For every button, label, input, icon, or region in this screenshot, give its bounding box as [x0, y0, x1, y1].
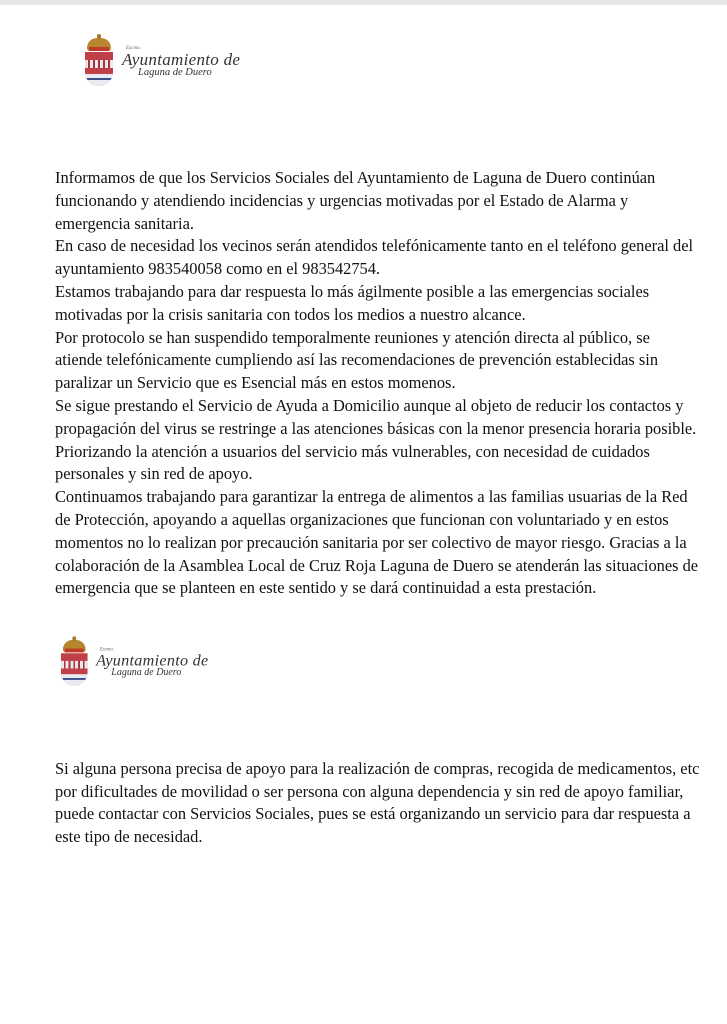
text-line: emergencia que se planteen en este sentido y se dará continuidad a esta prestación. [55, 578, 597, 598]
text-line: de Protección, apoyando a aquellas organizaciones que funcionan con voluntariado y en estos [55, 509, 669, 529]
logo-title: Ayuntamiento de [96, 651, 209, 670]
text-line: Por protocolo se han suspendido temporalmente reuniones y atención directa al público, se [55, 327, 650, 347]
text-line: personales y sin red de apoyo. [55, 464, 253, 484]
ayuntamiento-logo-middle [60, 640, 208, 686]
text-line: propagación del virus se restringe a las atenciones básicas con la menor presencia horaria posible. [55, 418, 697, 438]
paragraph-services-info [55, 167, 698, 600]
text-line: ayuntamiento 983540058 como en el 983542754. [55, 259, 381, 279]
text-line: por dificultades de movilidad o ser persona con alguna dependencia y sin red de apoyo familiar, [55, 781, 684, 801]
top-edge [0, 0, 727, 5]
coat-of-arms-icon [84, 38, 114, 86]
text-line: momentos no lo realizan por precaución sanitaria por ser colectivo de mayor riesgo. Gracias a la [55, 532, 687, 552]
text-line: motivadas por la crisis sanitaria con todos los medios a nuestro alcance. [55, 304, 526, 324]
text-line: En caso de necesidad los vecinos serán atendidos telefónicamente tanto en el teléfono general del [55, 236, 694, 256]
text-line: atiende telefónicamente cumpliendo así las recomendaciones de prevención establecidas sin [55, 350, 659, 370]
ayuntamiento-logo-top [84, 38, 240, 86]
logo-small-text: Excmo. [99, 647, 115, 653]
text-line: este tipo de necesidad. [55, 826, 203, 846]
text-line: funcionando y atendiendo incidencias y urgencias motivadas por el Estado de Alarma y [55, 190, 629, 210]
logo-subtitle: Laguna de Duero [111, 667, 182, 678]
text-line: Informamos de que los Servicios Sociales del Ayuntamiento de Laguna de Duero continúan [55, 168, 656, 187]
text-line: Estamos trabajando para dar respuesta lo más ágilmente posible a las emergencias sociales [55, 281, 650, 301]
logo-title: Ayuntamiento de [122, 49, 241, 69]
text-line: Si alguna persona precisa de apoyo para la realización de compras, recogida de medicamentos, etc [55, 759, 700, 778]
logo-subtitle: Laguna de Duero [138, 66, 212, 78]
text-line: Continuamos trabajando para garantizar la entrega de alimentos a las familias usuarias de la Red [55, 487, 688, 507]
text-line: emergencia sanitaria. [55, 213, 194, 233]
text-line: Priorizando la atención a usuarios del servicio más vulnerables, con necesidad de cuidados [55, 441, 650, 461]
text-line: Se sigue prestando el Servicio de Ayuda a Domicilio aunque al objeto de reducir los contactos y [55, 395, 684, 415]
logo-small-text: Excmo. [126, 45, 141, 51]
text-line: colaboración de la Asamblea Local de Cruz Roja Laguna de Duero se atenderán las situaciones de [55, 555, 699, 575]
coat-of-arms-icon [60, 640, 89, 686]
paragraph-support-request [55, 758, 699, 848]
text-line: puede contactar con Servicios Sociales, pues se está organizando un servicio para dar respuesta a [55, 804, 691, 824]
text-line: paralizar un Servicio que es Esencial más en estos momenos. [55, 373, 456, 393]
